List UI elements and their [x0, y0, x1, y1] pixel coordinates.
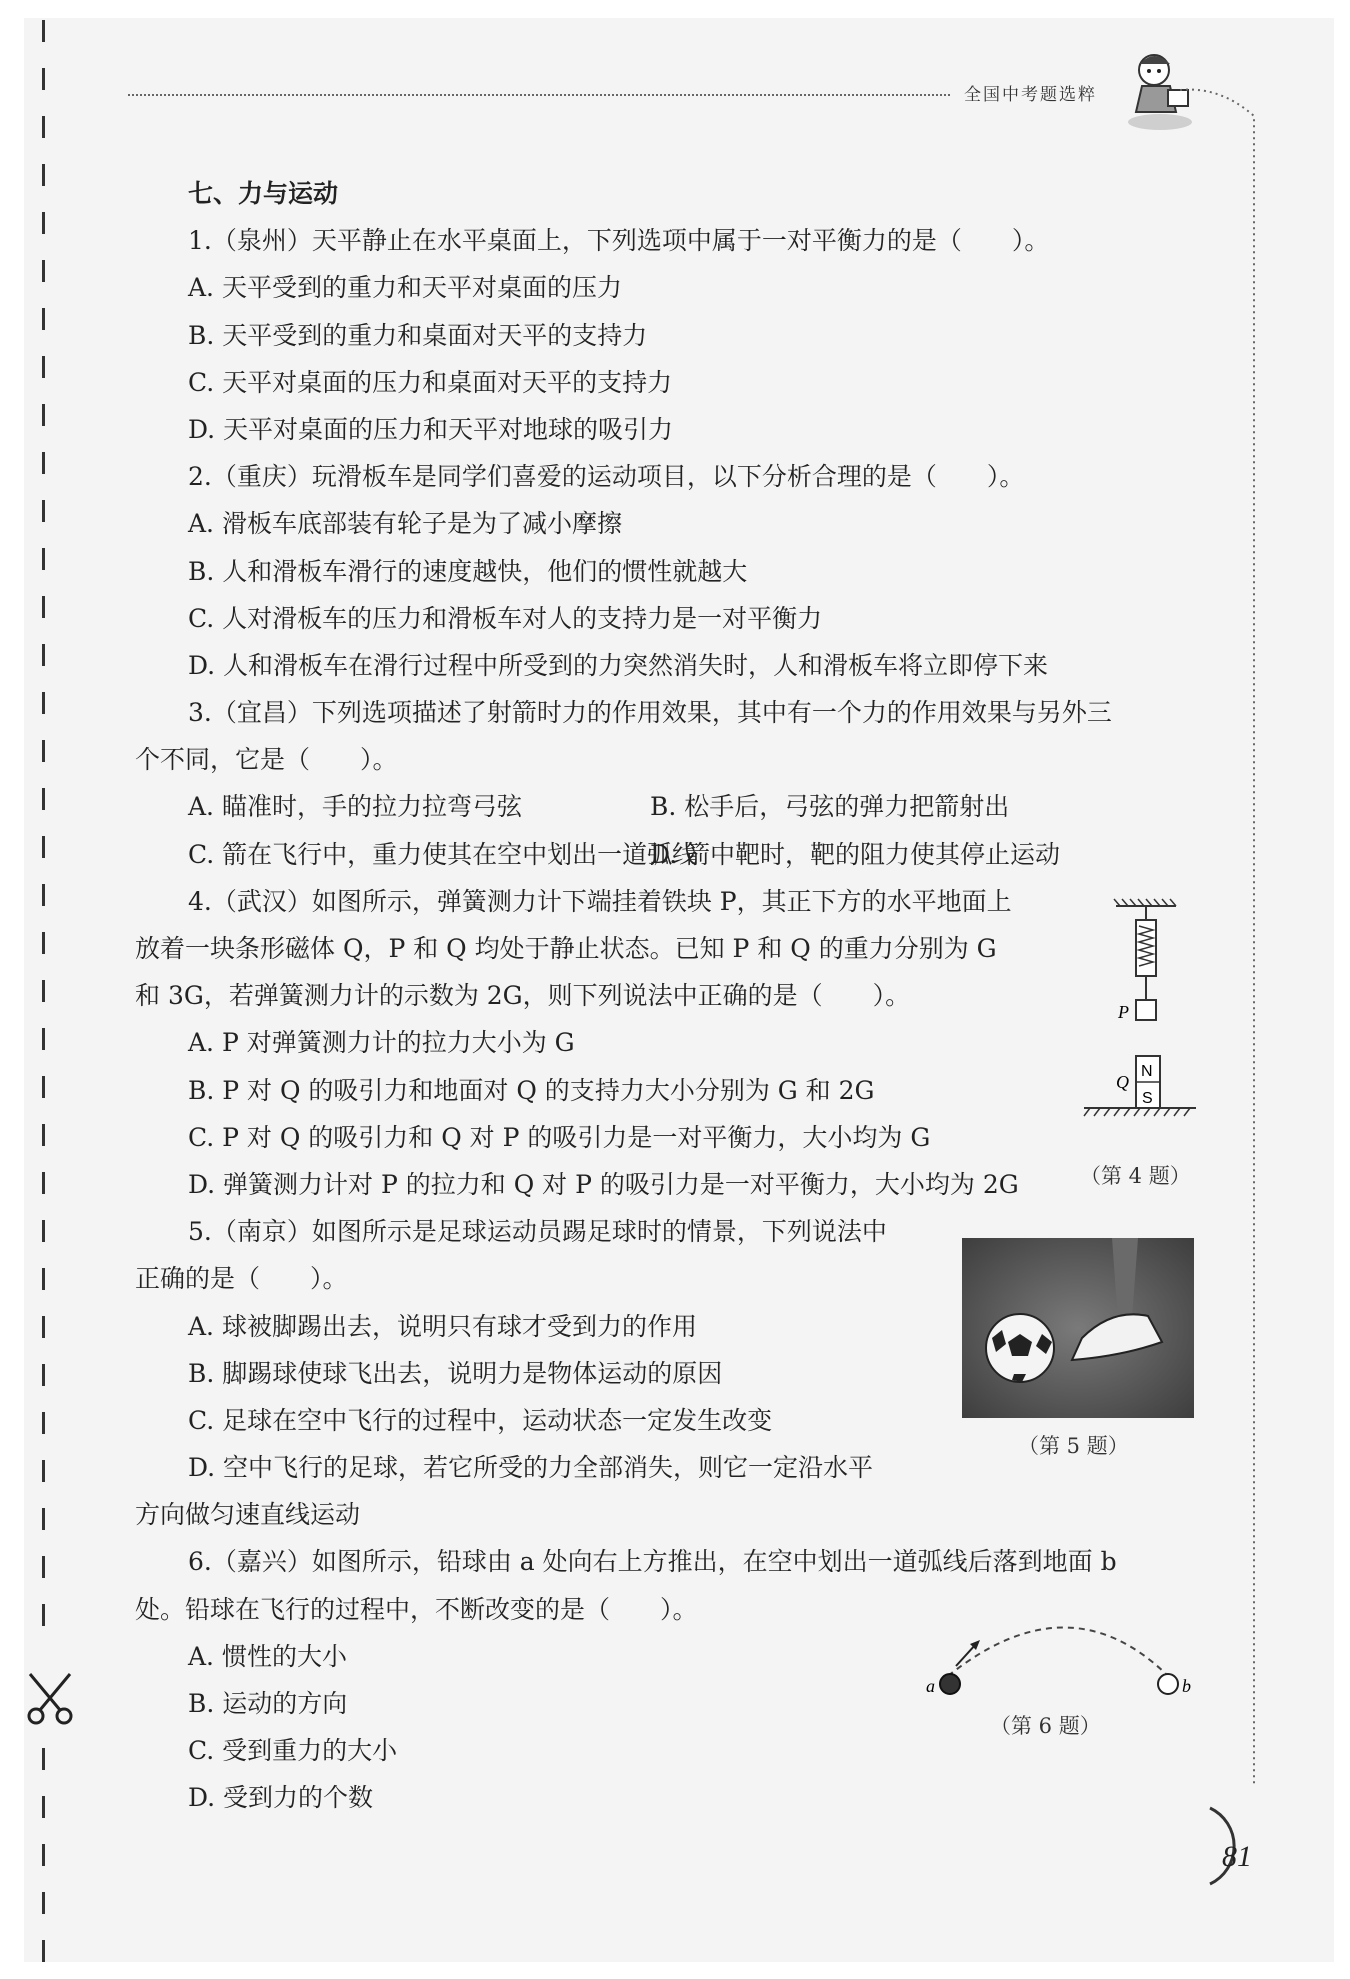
question-6-option-b: B. 运动的方向: [188, 1689, 348, 1718]
question-4-option-b: B. P 对 Q 的吸引力和地面对 Q 的支持力大小分别为 G 和 2G: [188, 1075, 875, 1105]
cut-line-dash: [42, 260, 45, 282]
question-4-stem: 4.（武汉）如图所示，弹簧测力计下端挂着铁块 P，其正下方的水平地面上: [188, 886, 1012, 916]
cut-line-dash: [42, 1124, 45, 1146]
question-6-option-d: D. 受到力的个数: [188, 1783, 374, 1813]
question-4-option-d: D. 弹簧测力计对 P 的拉力和 Q 对 P 的吸引力是一对平衡力，大小均为 2G: [188, 1169, 1019, 1199]
cut-line-dash: [42, 1748, 45, 1770]
cut-line-dash: [42, 212, 45, 234]
question-6-stem-cont: 处。铅球在飞行的过程中，不断改变的是（ ）。: [135, 1594, 698, 1624]
cut-line-dash: [42, 116, 45, 138]
question-4-caption: （第 4 题）: [1080, 1164, 1191, 1188]
question-2-stem: 2.（重庆）玩滑板车是同学们喜爱的运动项目，以下分析合理的是（ ）。: [188, 462, 1025, 492]
section-title: 七、力与运动: [188, 179, 339, 208]
question-3-option-c: C. 箭在飞行中，重力使其在空中划出一道弧线: [188, 839, 698, 869]
cut-line-dash: [42, 20, 45, 42]
question-6-caption: （第 6 题）: [990, 1714, 1101, 1738]
question-1-option-c: C. 天平对桌面的压力和桌面对天平的支持力: [188, 367, 673, 397]
cut-line-dash: [42, 1508, 45, 1530]
cut-line-dash: [42, 932, 45, 954]
question-1-option-b: B. 天平受到的重力和桌面对天平的支持力: [188, 320, 648, 350]
question-content: [135, 170, 1195, 1822]
label-p: P: [1118, 1002, 1129, 1022]
question-5-photo: [962, 1238, 1194, 1418]
cut-line-dash: [42, 1940, 45, 1962]
question-4-stem-cont-2: 和 3G，若弹簧测力计的示数为 2G，则下列说法中正确的是（ ）。: [135, 981, 911, 1011]
cut-line-dash: [42, 596, 45, 618]
cut-line-dash: [42, 68, 45, 90]
question-6-option-a: A. 惯性的大小: [188, 1641, 347, 1671]
cut-line-dash: [42, 548, 45, 570]
question-3-options-row-2: [135, 831, 1195, 878]
question-3-options-row-1: [135, 783, 1195, 830]
page-number: 81: [1222, 1840, 1252, 1873]
cut-line-dash: [42, 1556, 45, 1578]
cut-line-dash: [42, 788, 45, 810]
cut-line-dash: [42, 1220, 45, 1242]
cut-line-dash: [42, 1796, 45, 1818]
question-4-option-c: C. P 对 Q 的吸引力和 Q 对 P 的吸引力是一对平衡力，大小均为 G: [188, 1122, 931, 1152]
question-1-option-d: D. 天平对桌面的压力和天平对地球的吸引力: [188, 414, 674, 444]
cut-line-dash: [42, 1076, 45, 1098]
cut-line-dash: [42, 644, 45, 666]
question-2-option-c: C. 人对滑板车的压力和滑板车对人的支持力是一对平衡力: [188, 603, 823, 633]
question-3-option-d: D. 箭中靶时，靶的阻力使其停止运动: [650, 839, 1061, 869]
question-5-option-c: C. 足球在空中飞行的过程中，运动状态一定发生改变: [188, 1405, 773, 1435]
cut-line-dash: [42, 164, 45, 186]
question-2-option-a: A. 滑板车底部装有轮子是为了减小摩擦: [188, 509, 622, 539]
label-b: b: [1182, 1676, 1191, 1696]
question-5-stem-cont: 正确的是（ ）。: [135, 1264, 348, 1294]
cut-line-dash: [42, 404, 45, 426]
question-4-figure: [1080, 898, 1200, 1140]
label-s: S: [1142, 1090, 1153, 1107]
question-3-option-b: B. 松手后，弓弦的弹力把箭射出: [650, 792, 1010, 822]
cut-line-dash: [42, 1844, 45, 1866]
question-1-stem: 1.（泉州）天平静止在水平桌面上，下列选项中属于一对平衡力的是（ ）。: [188, 226, 1050, 256]
cut-line-dash: [42, 1268, 45, 1290]
cut-line-dash: [42, 356, 45, 378]
running-title: 全国中考题选粹: [964, 85, 1097, 105]
question-6-option-c: C. 受到重力的大小: [188, 1736, 398, 1766]
cut-line-dash: [42, 452, 45, 474]
question-5-stem: 5.（南京）如图所示是足球运动员踢足球时的情景，下列说法中: [188, 1217, 887, 1247]
cut-line-dash: [42, 500, 45, 522]
cut-line-dash: [42, 1412, 45, 1434]
cut-line-dash: [42, 692, 45, 714]
question-6-stem: 6.（嘉兴）如图所示，铅球由 a 处向右上方推出，在空中划出一道弧线后落到地面 b: [188, 1547, 1117, 1577]
cut-line-dash: [42, 884, 45, 906]
question-5-option-d-cont: 方向做匀速直线运动: [135, 1500, 361, 1530]
cut-line-dash: [42, 308, 45, 330]
cut-line-dash: [42, 740, 45, 762]
question-2-option-d: D. 人和滑板车在滑行过程中所受到的力突然消失时，人和滑板车将立即停下来: [188, 650, 1049, 680]
label-n: N: [1141, 1063, 1153, 1080]
question-5-caption: （第 5 题）: [1018, 1434, 1129, 1458]
header-dotted-rule: [128, 94, 950, 96]
question-5-option-a: A. 球被脚踢出去，说明只有球才受到力的作用: [188, 1311, 697, 1341]
cut-line: [42, 20, 46, 1960]
cut-line-dash: [42, 1316, 45, 1338]
cut-line-dash: [42, 980, 45, 1002]
question-1-option-a: A. 天平受到的重力和天平对桌面的压力: [188, 273, 622, 303]
cut-line-dash: [42, 836, 45, 858]
label-q: Q: [1116, 1072, 1129, 1092]
cut-line-dash: [42, 1172, 45, 1194]
cut-line-dash: [42, 1364, 45, 1386]
question-3-stem: 3.（宜昌）下列选项描述了射箭时力的作用效果，其中有一个力的作用效果与另外三: [188, 698, 1112, 728]
scissors-icon: [22, 1670, 78, 1726]
question-5-option-d: D. 空中飞行的足球，若它所受的力全部消失，则它一定沿水平: [188, 1453, 874, 1483]
question-4-stem-cont-1: 放着一块条形磁体 Q，P 和 Q 均处于静止状态。已知 P 和 Q 的重力分别为 G: [135, 934, 997, 963]
cut-line-dash: [42, 1892, 45, 1914]
cut-line-dash: [42, 1460, 45, 1482]
cut-line-dash: [42, 1028, 45, 1050]
question-3-option-a: A. 瞄准时，手的拉力拉弯弓弦: [188, 792, 522, 822]
cut-line-dash: [42, 1604, 45, 1626]
label-a: a: [926, 1676, 935, 1696]
question-4-option-a: A. P 对弹簧测力计的拉力大小为 G: [188, 1028, 575, 1058]
question-6-figure: [918, 1600, 1200, 1700]
question-2-option-b: B. 人和滑板车滑行的速度越快，他们的惯性就越大: [188, 556, 748, 586]
question-5-option-b: B. 脚踢球使球飞出去，说明力是物体运动的原因: [188, 1358, 723, 1388]
question-3-stem-cont: 个不同，它是（ ）。: [135, 745, 398, 775]
